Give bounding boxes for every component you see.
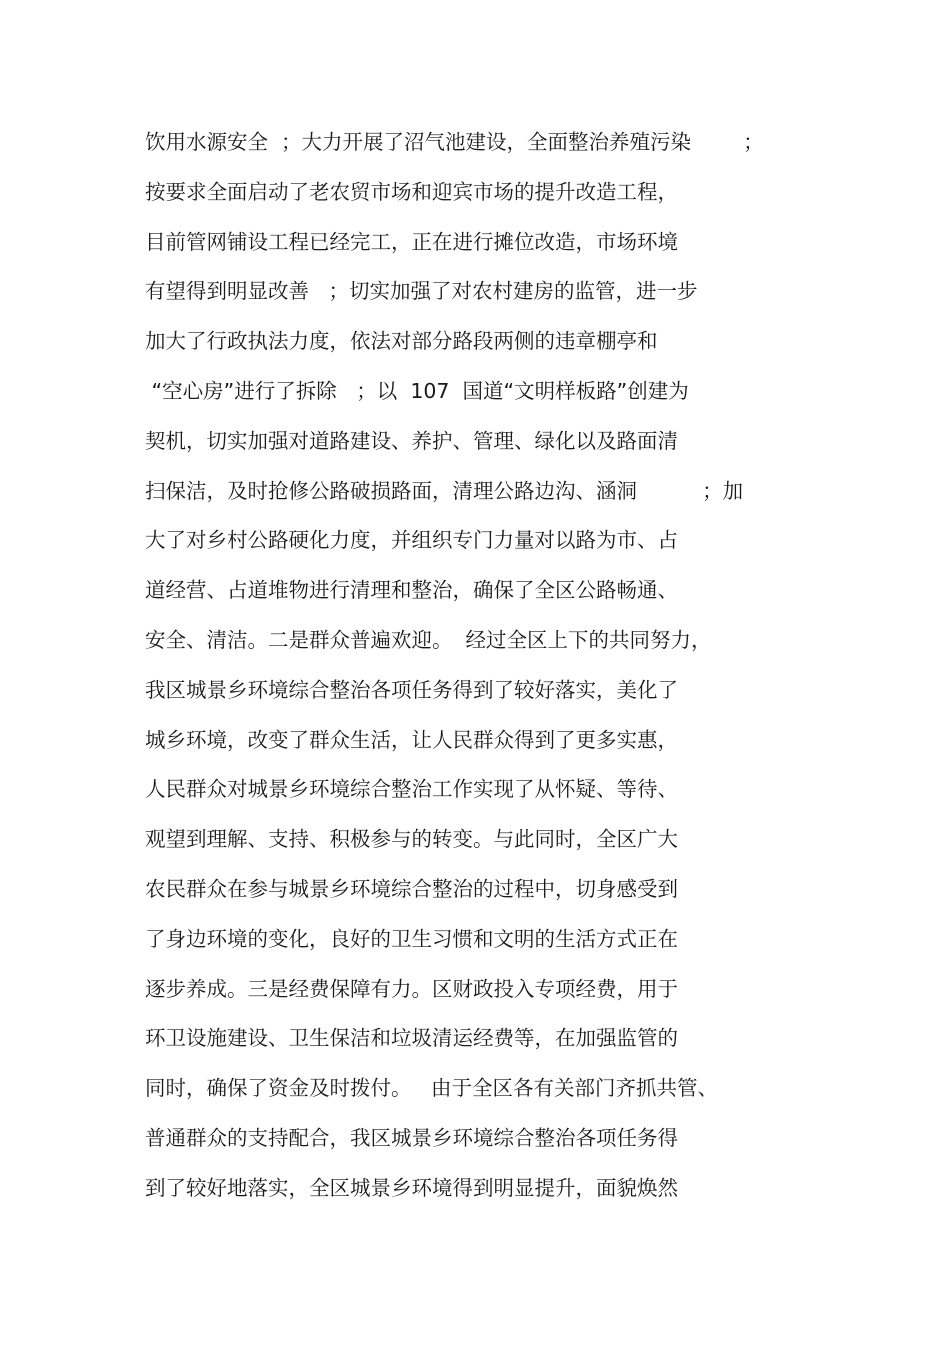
text-line: 饮用水源安全 ；大力开展了沼气池建设，全面整治养殖污染 ；: [145, 130, 764, 154]
text-line: 大了对乡村公路硬化力度，并组织专门力量对以路为市、占: [145, 528, 678, 553]
text-line: 有望得到明显改善 ；切实加强了对农村建房的监管，进一步: [145, 279, 698, 304]
text-line: “空心房”进行了拆除 ；以 107 国道“文明样板路”创建为: [145, 378, 689, 403]
text-line: 安全、清洁。二是群众普遍欢迎。 经过全区上下的共同努力，: [145, 627, 712, 652]
text-line: 观望到理解、支持、积极参与的转变。与此同时，全区广大: [145, 827, 678, 852]
text-line: 普通群众的支持配合，我区城景乡环境综合整治各项任务得: [145, 1125, 678, 1150]
text-line: 环卫设施建设、卫生保洁和垃圾清运经费等，在加强监管的: [145, 1026, 678, 1051]
text-line: 扫保洁，及时抢修公路破损路面，清理公路边沟、涵洞 ；加: [145, 478, 744, 503]
text-line: 加大了行政执法力度，依法对部分路段两侧的违章棚亭和: [145, 329, 658, 354]
text-line: 城乡环境，改变了群众生活，让人民群众得到了更多实惠，: [145, 727, 678, 752]
text-line: 道经营、占道堆物进行清理和整治，确保了全区公路畅通、: [145, 578, 678, 603]
text-line: 按要求全面启动了老农贸市场和迎宾市场的提升改造工程，: [145, 179, 678, 204]
text-line: 同时，确保了资金及时拨付。 由于全区各有关部门齐抓共管、: [145, 1076, 719, 1101]
body-text: [145, 118, 845, 1214]
text-line: 农民群众在参与城景乡环境综合整治的过程中，切身感受到: [145, 876, 678, 901]
text-line: 逐步养成。三是经费保障有力。区财政投入专项经费，用于: [145, 976, 678, 1001]
text-line: 人民群众对城景乡环境综合整治工作实现了从怀疑、等待、: [145, 777, 678, 802]
text-line: 到了较好地落实，全区城景乡环境得到明显提升，面貌焕然: [145, 1175, 678, 1200]
text-line: 了身边环境的变化，良好的卫生习惯和文明的生活方式正在: [145, 926, 678, 951]
text-line: 契机，切实加强对道路建设、养护、管理、绿化以及路面清: [145, 428, 678, 453]
text-line: 我区城景乡环境综合整治各项任务得到了较好落实，美化了: [145, 677, 678, 702]
text-line: 目前管网铺设工程已经完工，正在进行摊位改造，市场环境: [145, 229, 678, 254]
